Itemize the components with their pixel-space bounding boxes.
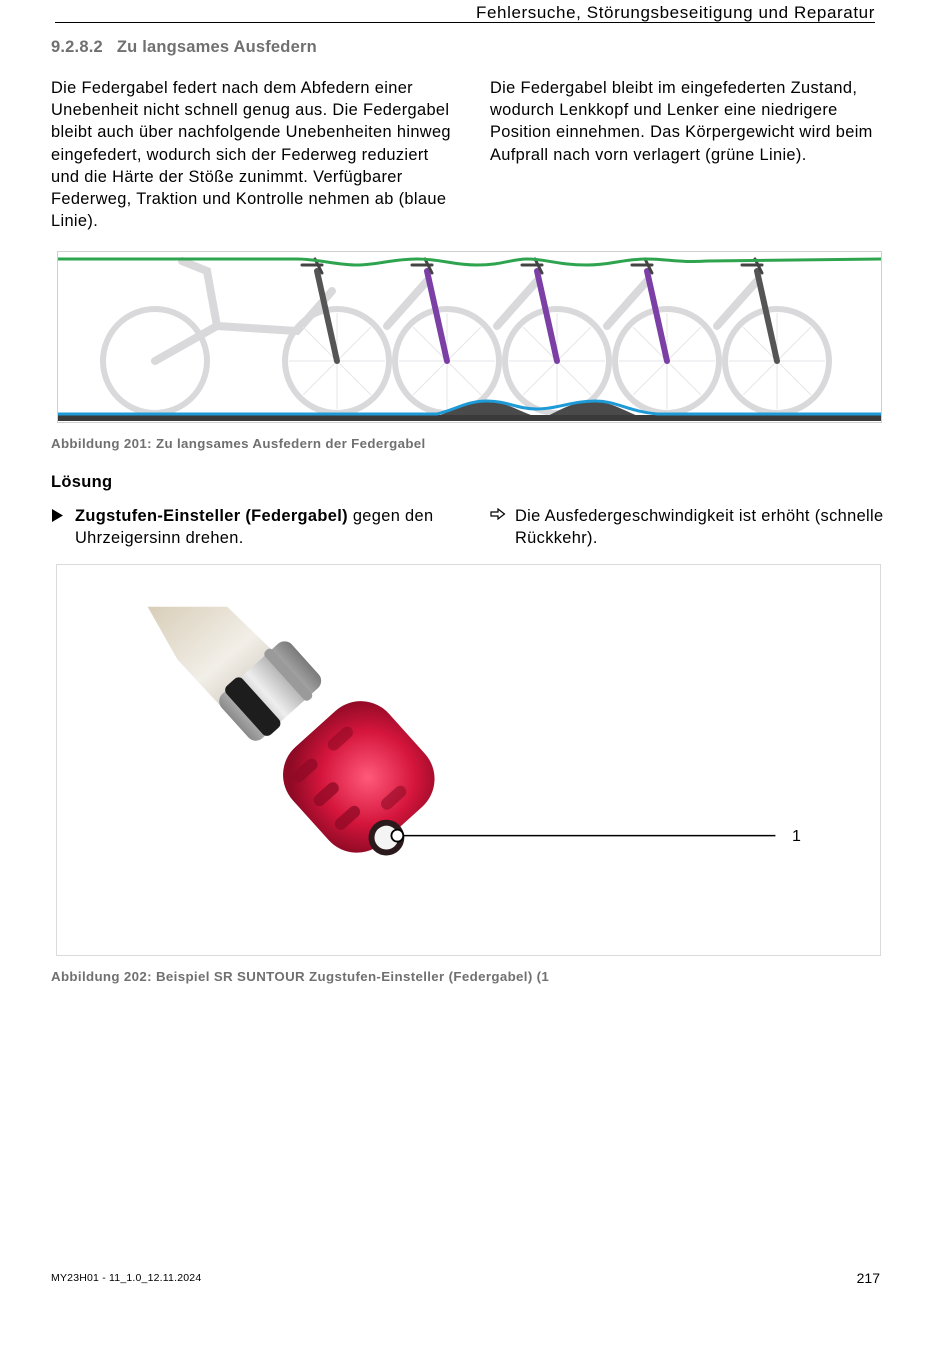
- solution-heading: Lösung: [51, 473, 113, 491]
- figure-201-caption: Abbildung 201: Zu langsames Ausfedern der Federgabel: [51, 436, 426, 451]
- solution-result: [490, 505, 890, 550]
- solution-step: [51, 505, 471, 550]
- section-title: Zu langsames Ausfedern: [116, 38, 317, 56]
- intro-right-paragraph: Die Federgabel bleibt im eingefederten Zustand, wodurch Lenkkopf und Lenker eine niedrigere Position einnehmen. Das Körpergewicht wird beim Aufprall nach vorn verlagert (grüne Linie).: [490, 79, 873, 164]
- section-heading: [51, 38, 317, 57]
- header-title: Fehlersuche, Störungsbeseitigung und Reparatur: [475, 3, 875, 22]
- step-text: gegen den Uhrzeigersinn drehen.: [75, 507, 434, 548]
- arrow-right-icon: [51, 509, 64, 522]
- footer-doc-id: MY23H01 - 11_1.0_12.11.2024: [51, 1272, 202, 1284]
- page-number: 217: [856, 1270, 880, 1286]
- header-rule: [55, 22, 875, 23]
- intro-left-paragraph: Die Federgabel federt nach dem Abfedern einer Unebenheit nicht schnell genug aus. Die Federgabel bleibt auch über nachfolgende Unebenheiten hinweg eingefedert, wodurch sich der Federweg reduziert und die Härte der Stöße zunimmt. Verfügbarer Federweg, Traktion und Kontrolle nehmen ab (blaue Linie).: [51, 79, 451, 231]
- step-bold-text: Zugstufen-Einsteller (Federgabel): [75, 507, 348, 525]
- rebound-knob: [267, 686, 450, 869]
- callout-number-1: 1: [792, 828, 801, 845]
- figure-201-illustration: [57, 251, 882, 423]
- figure-202-caption: Abbildung 202: Beispiel SR SUNTOUR Zugstufen-Einsteller (Federgabel) (1: [51, 969, 550, 984]
- result-text: Die Ausfedergeschwindigkeit ist erhöht (schnelle Rückkehr).: [515, 507, 884, 548]
- section-number: 9.2.8.2: [51, 38, 103, 56]
- figure-202-photo: [56, 564, 881, 956]
- ground-bar: [58, 415, 881, 421]
- callout-point-1: [391, 830, 403, 842]
- result-arrow-icon: [490, 508, 506, 520]
